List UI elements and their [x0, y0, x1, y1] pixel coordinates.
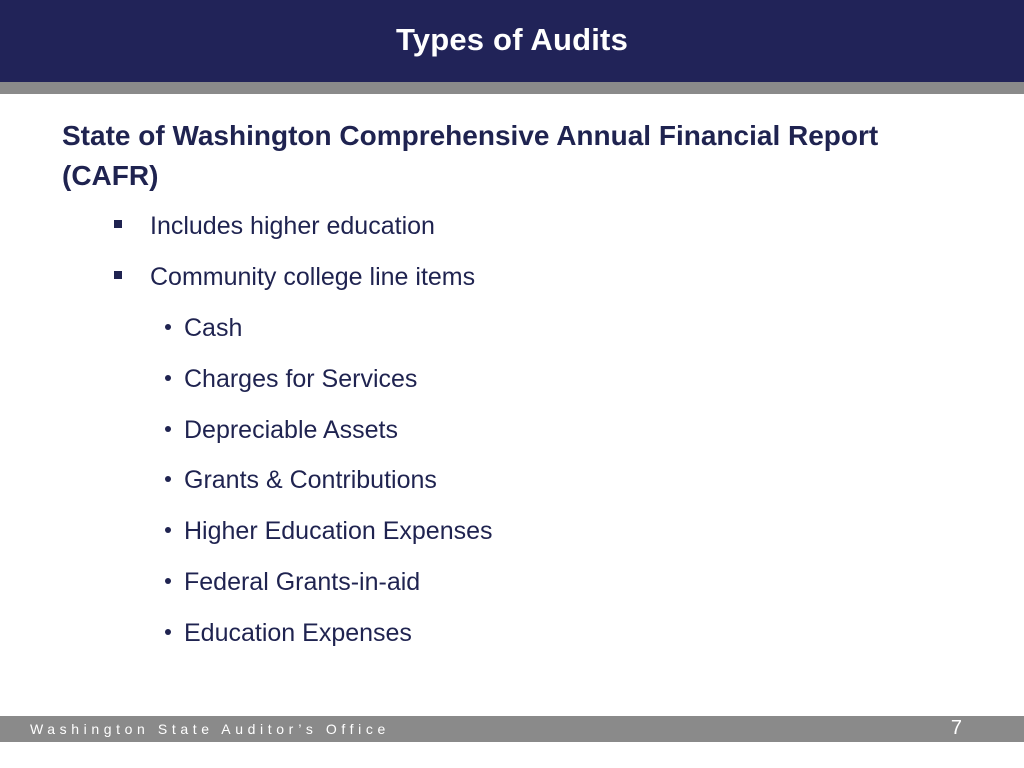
sub-bullet-text: Charges for Services [184, 365, 418, 393]
page-number: 7 [950, 717, 962, 739]
title-bar [0, 0, 1024, 82]
dot-bullet-icon [165, 375, 171, 381]
dot-bullet-icon [165, 476, 171, 482]
sub-bullet-item [165, 466, 437, 495]
sub-bullet-text: Federal Grants-in-aid [184, 568, 421, 596]
sub-bullet-text: Cash [184, 314, 243, 342]
footer-organization: Washington State Auditor’s Office [30, 721, 390, 737]
square-bullet-icon [114, 220, 122, 228]
sub-bullet-item [165, 365, 417, 394]
section-heading: State of Washington Comprehensive Annual Financial Report (CAFR) [62, 120, 879, 191]
bullet-item [114, 212, 435, 241]
sub-bullet-item [165, 314, 242, 343]
sub-bullet-item [165, 517, 493, 546]
bullet-text: Includes higher education [150, 212, 435, 240]
dot-bullet-icon [165, 578, 171, 584]
footer-bar [0, 716, 1024, 742]
bullet-item [114, 263, 475, 292]
sub-bullet-text: Grants & Contributions [184, 466, 437, 494]
sub-bullet-item [165, 416, 398, 445]
slide-title: Types of Audits [395, 22, 629, 57]
sub-bullet-text: Higher Education Expenses [184, 517, 493, 545]
sub-bullet-item [165, 568, 420, 597]
dot-bullet-icon [165, 629, 171, 635]
bullet-text: Community college line items [150, 263, 476, 291]
dot-bullet-icon [165, 527, 171, 533]
dot-bullet-icon [165, 324, 171, 330]
title-divider [0, 82, 1024, 94]
sub-bullet-text: Depreciable Assets [184, 416, 399, 444]
sub-bullet-item [165, 619, 412, 648]
sub-bullet-text: Education Expenses [184, 619, 412, 647]
dot-bullet-icon [165, 426, 171, 432]
square-bullet-icon [114, 271, 122, 279]
